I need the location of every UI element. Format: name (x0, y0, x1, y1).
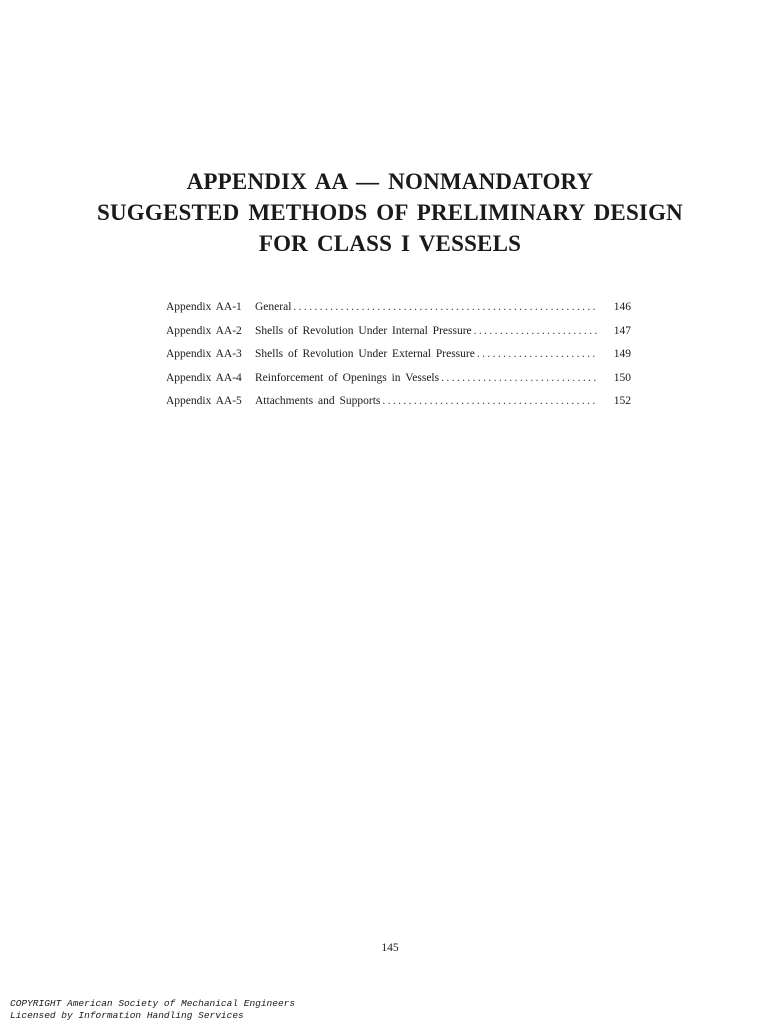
toc-entry-aa-1[interactable] (166, 300, 631, 324)
dot-leader (382, 394, 597, 408)
dot-leader (474, 324, 597, 338)
toc-entry-aa-4[interactable] (166, 371, 631, 395)
toc-entry-title: Shells of Revolution Under Internal Pressure (255, 324, 472, 337)
dot-leader (293, 300, 597, 314)
toc-entry-title: General (255, 301, 292, 313)
footer-copyright-line: COPYRIGHT American Society of Mechanical Engineers (10, 998, 296, 1009)
dot-leader (477, 347, 597, 361)
toc-entry-page: 152 (613, 395, 631, 407)
title-line-3: FOR CLASS I VESSELS (258, 231, 522, 256)
toc-entry-label: Appendix AA-5 (166, 395, 242, 407)
table-of-contents (166, 300, 631, 418)
toc-entry-label: Appendix AA-3 (166, 348, 242, 360)
page-number: 145 (381, 942, 399, 954)
toc-entry-page: 146 (613, 301, 631, 313)
page-title (0, 166, 768, 259)
title-line-1: APPENDIX AA — NONMANDATORY (186, 169, 594, 194)
toc-entry-label: Appendix AA-2 (166, 324, 242, 337)
dot-leader (441, 371, 597, 385)
toc-entry-aa-2[interactable] (166, 324, 631, 348)
toc-entry-page: 150 (613, 371, 631, 384)
toc-entry-label: Appendix AA-4 (166, 371, 242, 384)
footer-license-line: Licensed by Information Handling Services (10, 1010, 244, 1021)
copyright-footer (10, 998, 295, 1022)
toc-entry-aa-3[interactable] (166, 347, 631, 371)
toc-entry-label: Appendix AA-1 (166, 301, 242, 313)
toc-entry-aa-5[interactable] (166, 394, 631, 418)
toc-entry-title: Shells of Revolution Under External Pressure (255, 348, 475, 360)
toc-entry-title: Attachments and Supports (255, 395, 381, 407)
toc-entry-title: Reinforcement of Openings in Vessels (255, 371, 440, 384)
toc-entry-page: 149 (613, 348, 631, 360)
toc-entry-page: 147 (613, 324, 631, 337)
title-line-2: SUGGESTED METHODS OF PRELIMINARY DESIGN (97, 200, 683, 225)
